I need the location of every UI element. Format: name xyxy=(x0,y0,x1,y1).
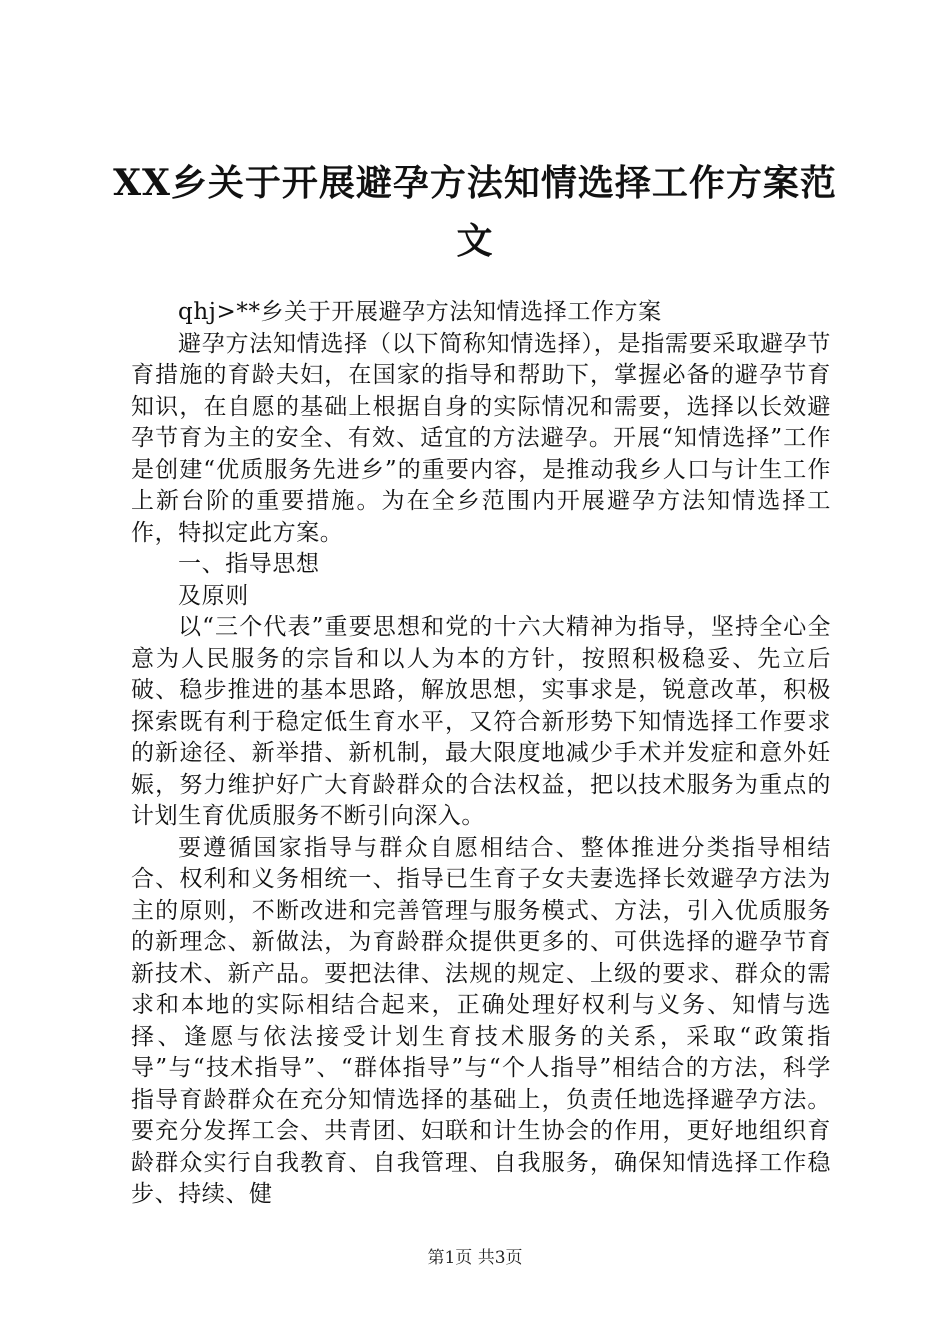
document-body xyxy=(131,297,831,1211)
document-title-line-2: 文 xyxy=(456,220,494,262)
section-heading-principles: 及原则 xyxy=(178,582,249,609)
section-heading-guiding-thought: 一、指导思想 xyxy=(178,551,320,577)
document-title-line-1: XX乡关于开展避孕方法知情选择工作方案范 xyxy=(113,162,837,204)
paragraph-guidance: 以“三个代表”重要思想和党的十六大精神为指导，坚持全心全意为人民服务的宗旨和以人为本的方针，按照积极稳妥、先立后破、稳步推进的基本思路，解放思想，实事求是，锐意改革，积极探索既有利于稳定低生育水平，又符合新形势下知情选择工作要求的新途径、新举措、新机制，最大限度地减少手术并发症和意外妊娠，努力维护好广大育龄群众的合法权益，把以技术服务为重点的计划生育优质服务不断引向深入。 xyxy=(131,614,831,829)
paragraph-intro: 避孕方法知情选择（以下简称知情选择），是指需要采取避孕节育措施的育龄夫妇，在国家的指导和帮助下，掌握必备的避孕节育知识，在自愿的基础上根据自身的实际情况和需要，选择以长效避孕节育为主的安全、有效、适宜的方法避孕。开展“知情选择”工作是创建“优质服务先进乡”的重要内容，是推动我乡人口与计生工作上新台阶的重要措施。为在全乡范围内开展避孕方法知情选择工作，特拟定此方案。 xyxy=(131,330,831,546)
page-number-footer: 第1页 共3页 xyxy=(427,1248,523,1268)
document-subtitle: qhj>**乡关于开展避孕方法知情选择工作方案 xyxy=(178,299,662,325)
paragraph-principles: 要遵循国家指导与群众自愿相结合、整体推进分类指导相结合、权利和义务相统一、指导已生育子女夫妻选择长效避孕方法为主的原则，不断改进和完善管理与服务模式、方法，引入优质服务的新理念、新做法，为育龄群众提供更多的、可供选择的避孕节育新技术、新产品。要把法律、法规的规定、上级的要求、群众的需求和本地的实际相结合起来，正确处理好权利与义务、知情与选择、逢愿与依法接受计划生育技术服务的关系，采取“政策指导”与“技术指导”、“群体指导”与“个人指导”相结合的方法，科学指导育龄群众在充分知情选择的基础上，负责任地选择避孕方法。要充分发挥工会、共青团、妇联和计生协会的作用，更好地组织育龄群众实行自我教育、自我管理、自我服务，确保知情选择工作稳步、持续、健 xyxy=(131,834,831,1207)
